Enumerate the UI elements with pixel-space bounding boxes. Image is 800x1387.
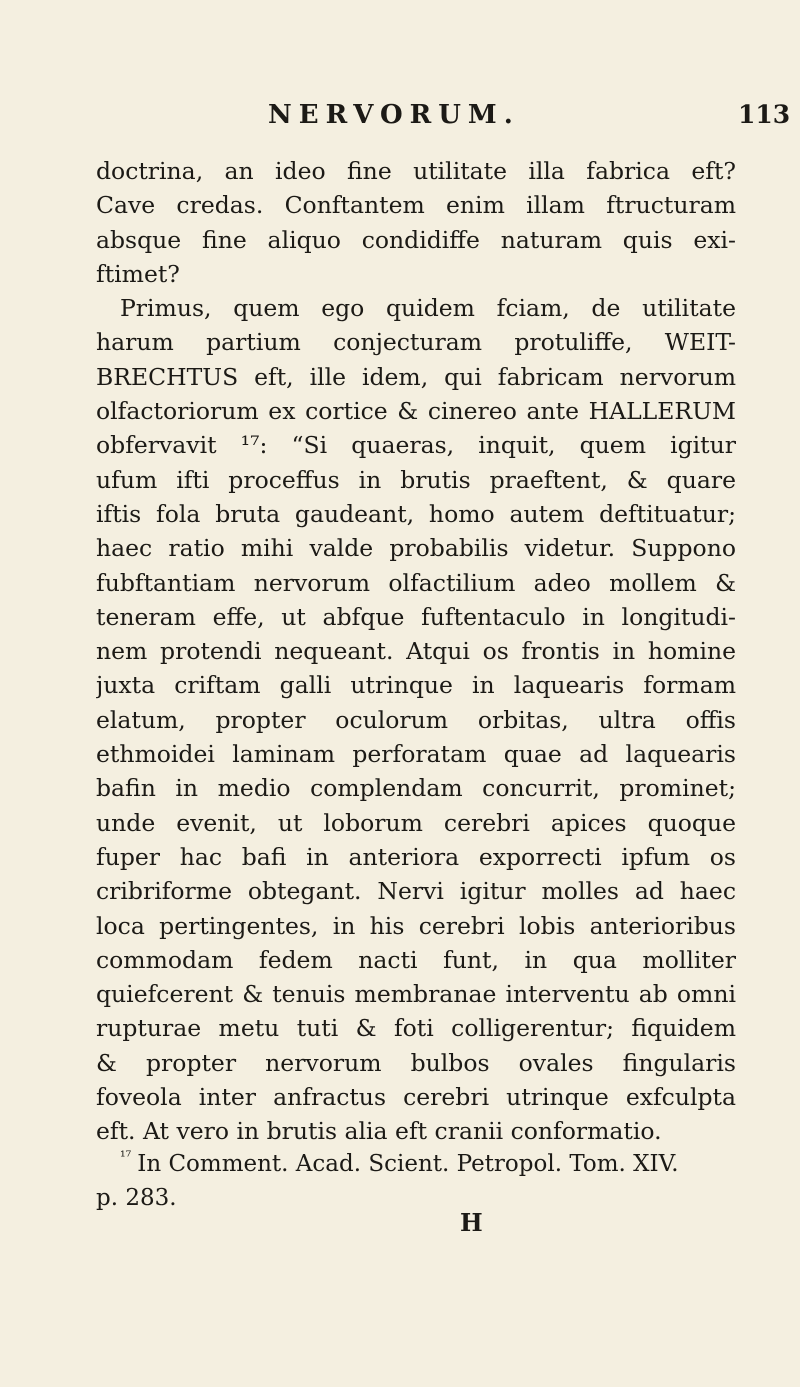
running-title: NERVORUM.	[268, 100, 520, 130]
text-line: unde evenit, ut loborum cerebri apices quoque	[96, 808, 736, 837]
text-line: cribriforme obtegant. Nervi igitur molles ad haec	[96, 877, 736, 906]
text-line: absque fine aliquo condidiffe naturam quis exi-	[96, 225, 736, 254]
text-line: Primus, quem ego quidem fciam, de utilitate	[120, 294, 736, 323]
text-line: nem protendi nequeant. Atqui os frontis in homine	[96, 637, 736, 666]
text-line: fuper hac bafi in anteriora exporrecti ipfum os	[96, 842, 736, 871]
text-line: elatum, propter oculorum orbitas, ultra offis	[96, 705, 736, 734]
text-line: rupturae metu tuti & foti colligerentur; fiquidem	[96, 1014, 736, 1043]
running-head	[0, 100, 800, 136]
footnote-citation: In Comment. Acad. Scient. Petropol. Tom. XIV.	[137, 1151, 679, 1177]
text-line: ftimet?	[96, 259, 180, 288]
page-number: 113	[738, 100, 791, 129]
signature-mark: H	[460, 1208, 483, 1237]
text-line: eft. At vero in brutis alia eft cranii conformatio.	[96, 1117, 662, 1146]
text-line: foveola inter anfractus cerebri utrinque exfculpta	[96, 1083, 736, 1112]
text-line: doctrina, an ideo fine utilitate illa fabrica eft?	[96, 157, 736, 185]
body-text	[96, 154, 736, 1149]
text-line: & propter nervorum bulbos ovales fingularis	[96, 1048, 736, 1077]
text-line: loca pertingentes, in his cerebri lobis anterioribus	[96, 911, 736, 940]
text-line: obfervavit ¹⁷: “Si quaeras, inquit, quem igitur	[96, 431, 736, 460]
text-line: juxta criftam galli utrinque in laquearis formam	[96, 671, 736, 700]
footnote-marker: ¹⁷	[120, 1149, 132, 1165]
text-line: fubftantiam nervorum olfactilium adeo mollem &	[96, 568, 736, 597]
text-line: ethmoidei laminam perforatam quae ad laquearis	[96, 740, 736, 769]
footnote-page: p. 283.	[96, 1185, 177, 1211]
text-line: ufum ifti proceffus in brutis praeftent, & quare	[96, 465, 736, 494]
text-line: haec ratio mihi valde probabilis videtur. Suppono	[96, 534, 736, 563]
text-line: commodam fedem nacti funt, in qua molliter	[96, 945, 736, 974]
footnote	[96, 1140, 736, 1215]
text-line: iftis fola bruta gaudeant, homo autem deftituatur;	[96, 499, 736, 528]
text-line: olfactoriorum ex cortice & cinereo ante HALLERUM	[96, 397, 736, 426]
text-line: BRECHTUS eft, ille idem, qui fabricam nervorum	[96, 362, 736, 391]
text-line: teneram effe, ut abfque fuftentaculo in longitudi-	[96, 602, 736, 631]
text-line: bafin in medio complendam concurrit, prominet;	[96, 774, 736, 803]
text-line: Cave credas. Conftantem enim illam ftructuram	[96, 191, 736, 220]
text-line: quiefcerent & tenuis membranae interventu ab omni	[96, 980, 736, 1009]
text-line: harum partium conjecturam protuliffe, WEIT-	[96, 328, 736, 357]
footnote-line	[96, 1140, 736, 1181]
